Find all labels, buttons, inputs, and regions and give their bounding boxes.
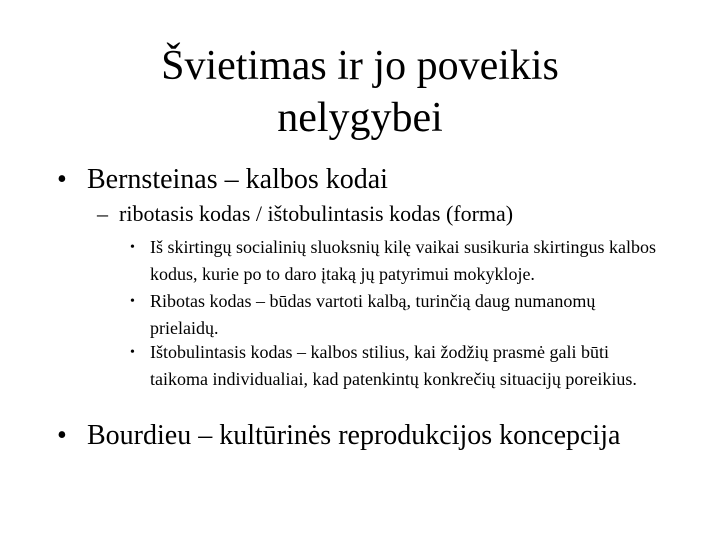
bullet-marker: • (130, 345, 135, 360)
slide-title (60, 40, 660, 144)
bullet-text: Bernsteinas – kalbos kodai (87, 164, 388, 195)
title-line-2: nelygybei (277, 95, 443, 141)
bullet-marker: • (57, 164, 67, 195)
bullet-bernstein (57, 164, 677, 196)
sub-sub-bullet-restricted-code (130, 288, 660, 341)
sub-bullet-codes (97, 201, 677, 227)
bullet-marker: • (57, 420, 67, 451)
dash-marker: – (97, 201, 108, 226)
bullet-text: Ribotas kodas – būdas vartoti kalbą, turinčią daug numanomų prielaidų. (150, 291, 596, 338)
sub-sub-bullet-elaborated-code (130, 339, 660, 392)
bullet-text: ribotasis kodas / ištobulintasis kodas (forma) (119, 201, 514, 226)
bullet-text: Iš skirtingų socialinių sluoksnių kilę vaikai susikuria skirtingus kalbos kodus, kurie po to daro įtaką jų patyrimui mokykloje. (150, 237, 656, 284)
bullet-text: Bourdieu – kultūrinės reprodukcijos koncepcija (87, 420, 621, 451)
bullet-bourdieu (57, 420, 707, 452)
bullet-marker: • (130, 240, 135, 255)
sub-sub-bullet-social-layers (130, 234, 660, 287)
title-line-1: Švietimas ir jo poveikis (161, 43, 559, 89)
bullet-text: Ištobulintasis kodas – kalbos stilius, kai žodžių prasmė gali būti taikoma individualiai, kad patenkintų konkrečių situacijų poreikius. (150, 342, 637, 389)
bullet-marker: • (130, 294, 135, 309)
